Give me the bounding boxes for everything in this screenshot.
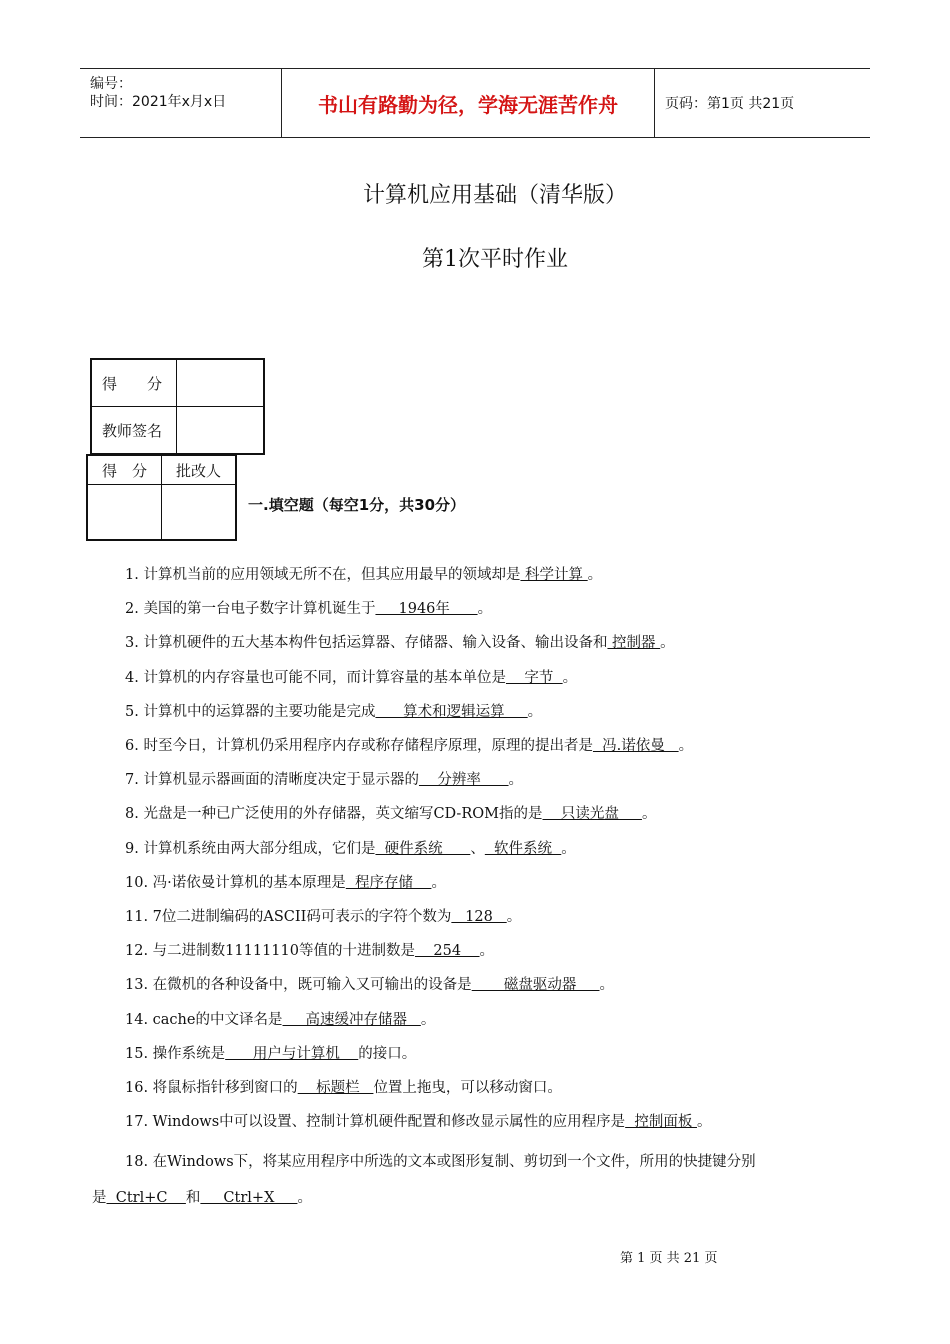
answer-blank: 程序存储 (345, 874, 432, 891)
question-tail: 。 (527, 703, 543, 720)
answer-blank: 字节 (505, 669, 563, 686)
question-text: 14. cache的中文译名是 (125, 1011, 283, 1028)
question-item (125, 1110, 711, 1131)
answer-blank: 标题栏 (297, 1080, 374, 1096)
number-label: 编号： (90, 76, 132, 92)
question-text: 1. 计算机当前的应用领域无所不在，但其应用最早的领域却是 (125, 567, 521, 583)
question-separator: 、 (470, 840, 485, 857)
answer-blank: 控制面板 (625, 1114, 697, 1131)
question-tail: 位置上拖曳，可以移动窗口。 (373, 1080, 562, 1096)
answer-blank: 用户与计算机 (225, 1045, 359, 1062)
score-table (90, 358, 265, 455)
question-item (125, 768, 523, 789)
question-item (125, 973, 614, 994)
question-text: 8. 光盘是一种已广泛使用的外存储器，英文缩写CD-ROM指的是 (125, 806, 543, 823)
header-meta (80, 69, 282, 137)
question-item (125, 1042, 416, 1063)
question-item (125, 563, 602, 584)
answer-blank: 冯.诺依曼 (592, 738, 679, 754)
grader-label: 批改人 (162, 455, 237, 485)
answer-blank: 高速缓冲存储器 (282, 1011, 421, 1028)
question-tail: 。 (562, 669, 578, 686)
question-text: 7. 计算机显示器画面的清晰度决定于显示器的 (125, 772, 419, 789)
question-tail: 。 (477, 601, 493, 618)
question-tail: 。 (479, 943, 495, 960)
question-item (125, 802, 656, 823)
question-text: 9. 计算机系统由两大部分组成，它们是 (125, 840, 376, 857)
page-title: 计算机应用基础（清华版） (362, 183, 627, 208)
header-motto: 书山有路勤为径，学海无涯苦作舟 (282, 69, 655, 137)
question-text: 12. 与二进制数11111110等值的十进制数是 (125, 943, 415, 960)
answer-blank: 1946年 (375, 601, 478, 618)
question-tail: 。 (561, 840, 576, 857)
q18-post: 。 (297, 1190, 312, 1206)
question-item (125, 597, 492, 618)
question-tail: 。 (660, 635, 675, 652)
grader-score-cell (87, 485, 162, 541)
answer-blank: 磁盘驱动器 (471, 977, 600, 994)
answer-blank: 软件系统 (484, 840, 562, 857)
question-tail: 。 (431, 874, 446, 891)
question-item (125, 1076, 562, 1097)
question-text: 16. 将鼠标指针移到窗口的 (125, 1080, 298, 1096)
score-cell (177, 359, 265, 407)
page-header (80, 68, 870, 138)
grader-table (86, 454, 237, 541)
question-tail: 。 (641, 806, 657, 823)
question-tail: 。 (506, 909, 522, 925)
answer-blank: 科学计算 (520, 567, 588, 583)
section-title: 一.填空题（每空1分，共30分） (248, 496, 466, 514)
question-text: 15. 操作系统是 (125, 1045, 226, 1062)
question-18-line1: 18. 在Windows下，将某应用程序中所选的文本或图形复制、剪切到一个文件，所用的快捷键分别 (125, 1154, 756, 1170)
signature-label: 教师签名 (91, 407, 177, 455)
question-text: 17. Windows中可以设置、控制计算机硬件配置和修改显示属性的应用程序是 (125, 1114, 626, 1131)
question-tail: 。 (508, 772, 524, 789)
question-tail: 的接口。 (358, 1045, 417, 1062)
question-item (125, 905, 521, 926)
score-label: 得 分 (91, 359, 177, 407)
question-item (125, 631, 675, 652)
page-subtitle: 第1次平时作业 (422, 247, 568, 272)
time-label: 时间：2021年x月x日 (90, 94, 227, 110)
question-text: 3. 计算机硬件的五大基本构件包括运算器、存储器、输入设备、输出设备和 (125, 635, 608, 652)
answer-blank: 控制器 (607, 635, 661, 652)
question-item (125, 871, 446, 892)
question-text: 10. 冯·诺依曼计算机的基本原理是 (125, 874, 346, 891)
question-item (125, 939, 494, 960)
question-18-line2 (92, 1186, 312, 1207)
q18-mid: 和 (185, 1190, 201, 1206)
header-page-info: 页码：第1页 共21页 (665, 96, 795, 112)
question-tail: 。 (678, 738, 694, 754)
answer-blank: 分辨率 (418, 772, 509, 789)
answer-blank: 硬件系统 (375, 840, 471, 857)
grader-name-cell (162, 485, 237, 541)
question-item (125, 666, 577, 687)
question-tail: 。 (420, 1011, 436, 1028)
question-item (125, 734, 693, 755)
answer-blank: 只读光盘 (542, 806, 642, 823)
question-tail: 。 (696, 1114, 712, 1131)
q18-answer-1: Ctrl+C (106, 1190, 186, 1206)
q18-pre: 是 (92, 1190, 107, 1206)
question-text: 13. 在微机的各种设备中，既可输入又可输出的设备是 (125, 977, 472, 994)
question-text: 11. 7位二进制编码的ASCII码可表示的字符个数为 (125, 909, 452, 925)
question-text: 6. 时至今日，计算机仍采用程序内存或称存储程序原理，原理的提出者是 (125, 738, 593, 754)
answer-blank: 254 (414, 943, 480, 960)
question-item (125, 1008, 435, 1029)
answer-blank: 128 (451, 909, 507, 925)
question-text: 4. 计算机的内存容量也可能不同，而计算容量的基本单位是 (125, 669, 506, 686)
question-text: 2. 美国的第一台电子数字计算机诞生于 (125, 601, 376, 618)
question-item (125, 837, 576, 858)
question-tail: 。 (587, 567, 603, 583)
question-text: 5. 计算机中的运算器的主要功能是完成 (125, 703, 376, 720)
q18-answer-2: Ctrl+X (200, 1190, 298, 1206)
signature-cell (177, 407, 265, 455)
grader-score-label: 得 分 (87, 455, 162, 485)
question-tail: 。 (599, 977, 614, 994)
page-footer: 第 1 页 共 21 页 (620, 1251, 718, 1266)
answer-blank: 算术和逻辑运算 (375, 703, 528, 720)
question-item (125, 700, 542, 721)
